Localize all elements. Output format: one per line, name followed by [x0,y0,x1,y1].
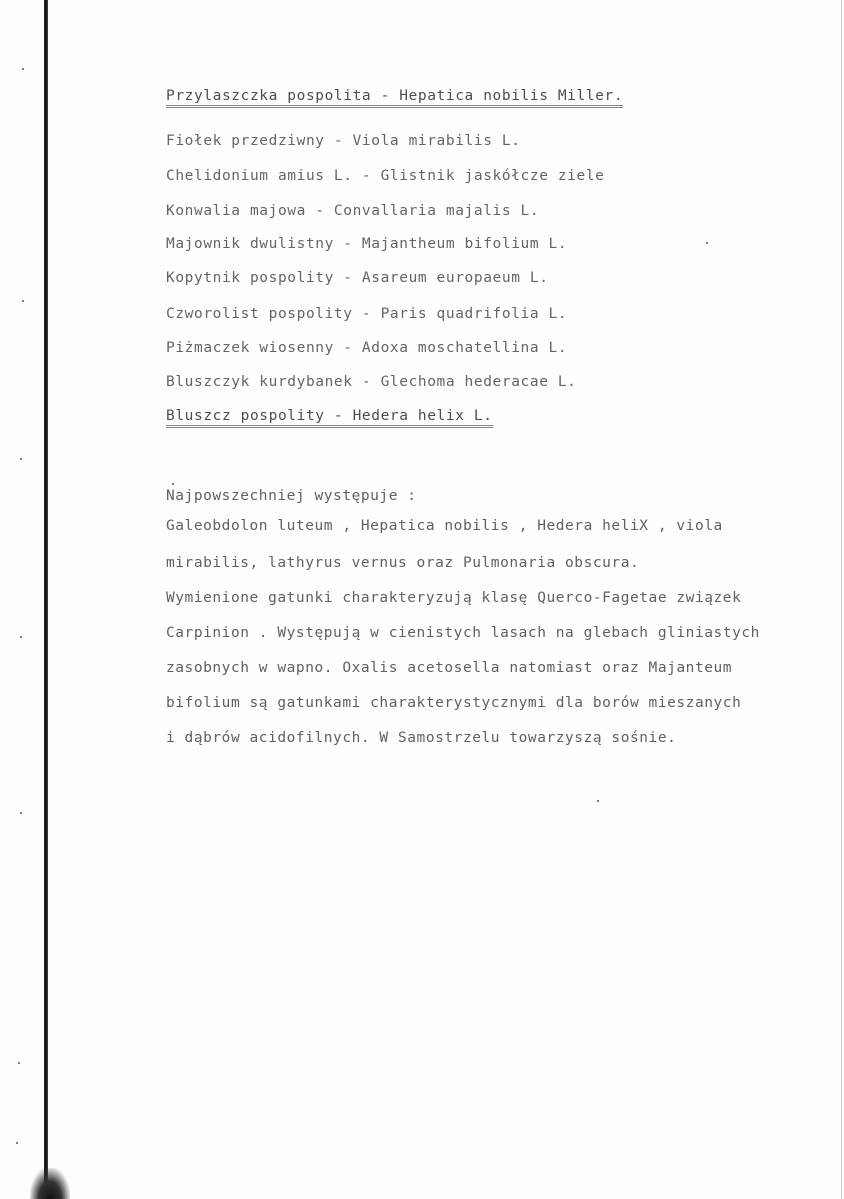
body-line: Galeobdolon luteum , Hepatica nobilis , Hedera heliX , viola [166,518,723,534]
speck [22,68,24,70]
species-line-majanthemum: Majownik dwulistny - Majantheum bifolium L. [166,236,568,252]
species-line-asarum: Kopytnik pospolity - Asareum europaeum L. [166,270,549,286]
body-line: mirabilis, lathyrus vernus oraz Pulmonaria obscura. [166,555,640,571]
section-heading: Najpowszechniej występuje : [166,488,417,504]
speck [706,242,708,244]
body-line: Wymienione gatunki charakteryzują klasę Querco-Fagetae związek [166,590,742,606]
speck [18,1062,20,1064]
speck [20,458,22,460]
species-line-viola: Fiołek przedziwny - Viola mirabilis L. [166,133,521,149]
body-line: Carpinion . Występują w cienistych lasach na glebach gliniastych [166,625,760,641]
species-line-hepatica: Przylaszczka pospolita - Hepatica nobilis Miller. [166,88,623,108]
body-line: bifolium są gatunkami charakterystycznymi dla borów mieszanych [166,695,742,711]
species-line-chelidonium: Chelidonium amius L. - Glistnik jaskółcze ziele [166,168,605,184]
body-line: i dąbrów acidofilnych. W Samostrzelu towarzyszą sośnie. [166,730,677,746]
species-line-convallaria: Konwalia majowa - Convallaria majalis L. [166,203,540,219]
species-line-adoxa: Piżmaczek wiosenny - Adoxa moschatellina L. [166,340,568,356]
binding-shadow [30,1168,70,1199]
speck [16,1142,18,1144]
speck [20,812,22,814]
speck [597,800,599,802]
species-line-glechoma: Bluszczyk kurdybanek - Glechoma hederacae L. [166,374,577,390]
binding-edge [44,0,48,1199]
species-line-hedera: Bluszcz pospolity - Hedera helix L. [166,408,493,428]
species-line-paris: Czworolist pospolity - Paris quadrifolia L. [166,306,568,322]
body-line: zasobnych w wapno. Oxalis acetosella natomiast oraz Majanteum [166,660,733,676]
page-edge [841,0,842,1199]
speck [22,300,24,302]
speck [20,636,22,638]
speck [172,483,174,485]
